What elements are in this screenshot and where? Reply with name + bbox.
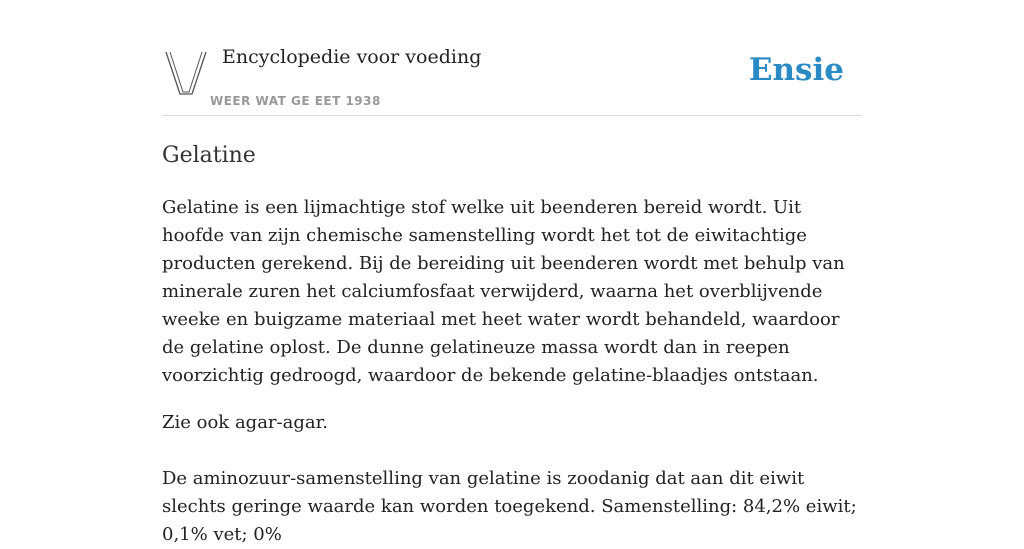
header	[162, 0, 862, 116]
book-title[interactable]: Encyclopedie voor voeding	[222, 46, 482, 68]
see-also-paragraph: Zie ook agar-agar.	[162, 412, 328, 433]
ensie-logo-link[interactable]: Ensie	[748, 52, 844, 88]
entry-paragraph: De aminozuur-samenstelling van gelatine is zoodanig dat aan dit eiwit slechts geringe waarde kan worden toegekend. Samenstelling: 84,2% eiwit; 0,1% vet; 0%	[162, 468, 857, 545]
page	[162, 0, 862, 549]
entry-title: Gelatine	[162, 143, 256, 168]
v-logo-icon[interactable]	[164, 48, 208, 98]
entry-content	[162, 194, 862, 549]
book-subtitle: WEER WAT GE EET 1938	[210, 94, 381, 108]
entry-paragraph: Gelatine is een lijmachtige stof welke uit beenderen bereid wordt. Uit hoofde van zijn chemische samenstelling wordt het tot de eiwitachtige producten gerekend. Bij de bereiding uit beenderen wordt met behulp van minerale zuren het calciumfosfaat verwijderd, waarna het overblijvende weeke en buigzame materiaal met heet water wordt behandeld, waardoor de gelatine oplost. De dunne gelatineuze massa wordt dan in reepen voorzichtig gedroogd, waardoor de bekende gelatine-blaadjes ontstaan.	[162, 197, 845, 386]
